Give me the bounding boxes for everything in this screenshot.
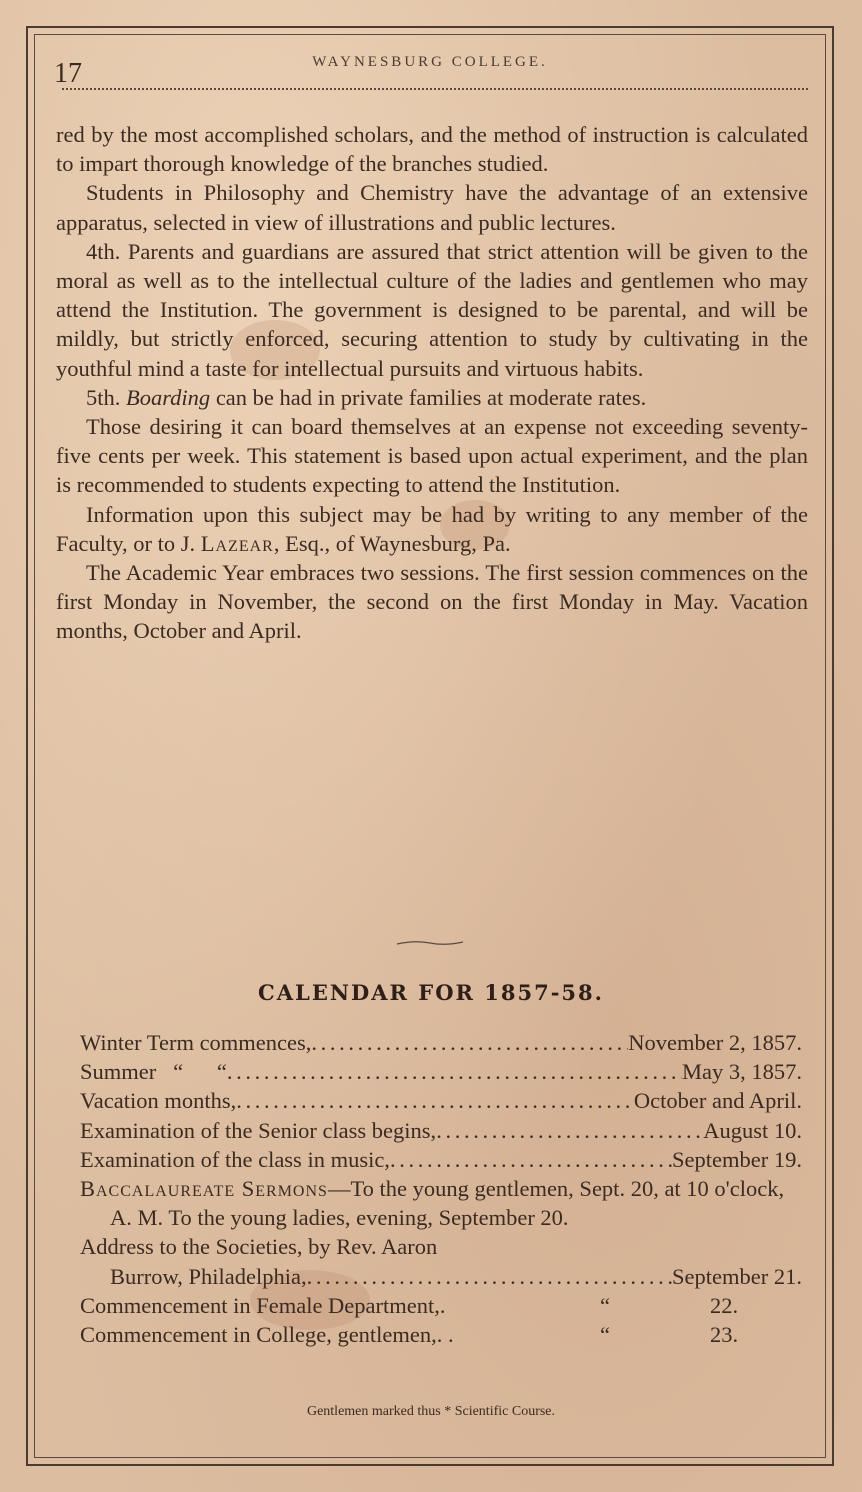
row-value: September 19. [672,1146,802,1172]
sermons-entry [80,1174,802,1232]
paragraph: red by the most accomplished scholars, and the method of instruction is calculated to impart thorough knowledge of the branches studied. [56,122,808,177]
paragraph-rest: can be had in private families at moderate rates. [210,384,647,410]
calendar-row [80,1262,802,1291]
row-label: Winter Term commences, [80,1030,312,1055]
row-label: Commencement in Female Department,. [80,1292,446,1318]
row-label: Vacation months, [80,1088,237,1114]
leader-dots [227,1057,682,1086]
sermons-text: —To the young gentlemen, Sept. 20, at 10 o'clock, A. M. To the young ladies, evening, September 20. [110,1176,785,1231]
calendar-row [80,1057,802,1086]
paragraph-rest: , Esq., of Waynesburg, Pa. [273,530,511,556]
row-label: Examination of the Senior class begins, [80,1117,437,1143]
calendar-row [80,1116,802,1145]
leader-dots [236,1086,634,1115]
paragraph: 4th. Parents and guardians are assured that strict attention will be given to the moral as well as to the intellectual culture of the ladies and gentlemen who may attend the Institution. The government is designed to be parental, and will be mildly, but strictly enforced, securing attention to study by cultivating in the youthful mind a taste for intellectual pursuits and virtuous habits. [56,238,808,381]
paragraph [56,500,808,558]
sermons-heading: Baccalaureate Sermons [80,1176,328,1202]
row-label: Burrow, Philadelphia, [110,1263,307,1289]
paragraph [56,383,808,412]
calendar-title: CALENDAR FOR 1857-58. [258,980,604,1005]
page-number: 17 [54,58,82,89]
row-label: Commencement in College, gentlemen,. . [80,1322,454,1348]
calendar-row [80,1086,802,1115]
row-value: August 10. [703,1117,802,1143]
row-label: Summer “ “ [80,1059,227,1085]
ditto-mark: “ [600,1322,610,1348]
name-lazear: Lazear [200,530,274,556]
row-value: May 3, 1857. [682,1059,802,1085]
calendar-list [80,1028,802,1349]
calendar-row [80,1028,802,1057]
paragraph-lead: 5th. [86,384,127,410]
running-title: WAYNESBURG COLLEGE. [312,54,548,70]
header-rule [62,88,808,90]
ditto-mark: “ [600,1292,610,1318]
address-line: Address to the Societies, by Rev. Aaron [80,1234,438,1260]
calendar-row [80,1320,802,1349]
paragraph: Students in Philosophy and Chemistry have the advantage of an extensive apparatus, selected in view of illustrations and public lectures. [56,180,808,235]
row-value: 22. [710,1292,739,1318]
row-value: October and April. [633,1088,802,1114]
paragraph: The Academic Year embraces two sessions. The first session commences on the first Monday in November, the second on the first Monday in May. Vacation months, October and April. [56,560,808,644]
leader-dots [311,1028,628,1057]
boarding-term: Boarding [126,384,211,410]
leader-dots [436,1116,703,1145]
footnote: Gentlemen marked thus * Scientific Course. [306,1404,556,1419]
row-value: November 2, 1857. [628,1030,802,1055]
paragraph: Those desiring it can board themselves at an expense not exceeding seventy-five cents per week. This statement is based upon actual experiment, and the plan is recommended to students expecting to attend the Institution. [56,414,808,498]
row-label: Examination of the class in music, [80,1146,390,1172]
leader-dots [307,1262,672,1291]
paragraph-lead: Information upon this subject may be had by writing to any member of the Faculty, or to J. [56,501,808,556]
calendar-row [80,1145,802,1174]
body-text [56,120,808,646]
row-value: 23. [710,1322,739,1348]
row-value: September 21. [672,1263,802,1289]
leader-dots [390,1145,672,1174]
calendar-row [80,1291,802,1320]
ornament-rule [395,938,465,948]
